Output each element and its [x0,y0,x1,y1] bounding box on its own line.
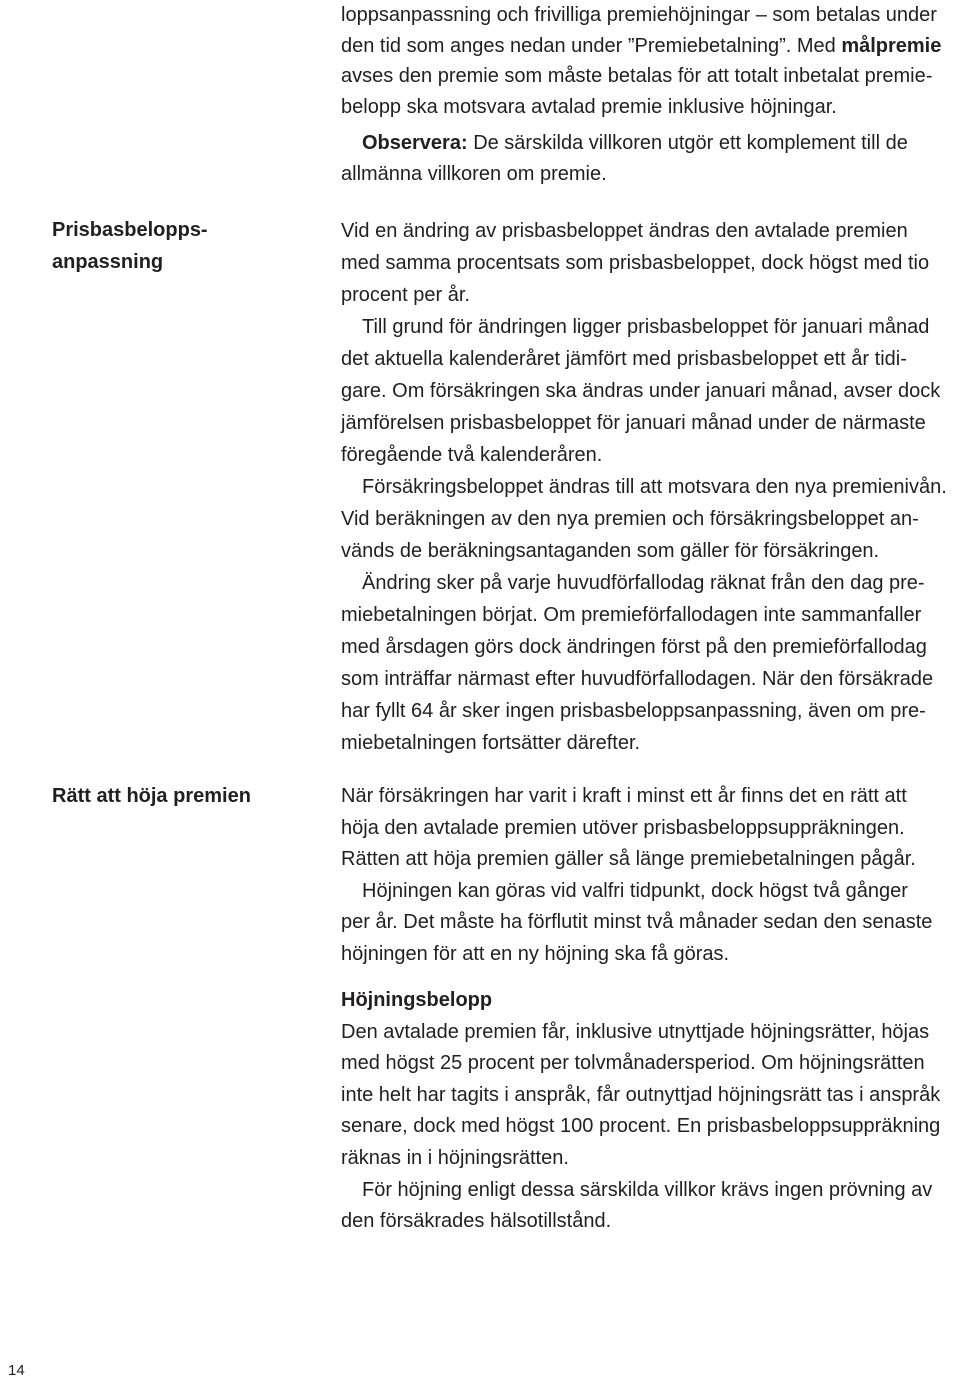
heading-line: anpassning [52,251,164,273]
paragraph [341,567,955,759]
text-line: med högst 25 procent per tolvmånadersperiod. Om höjningsrätten [341,1052,925,1075]
text-line: Ändring sker på varje huvudförfallodag räknat från den dag pre- [362,572,925,594]
paragraph [341,471,955,567]
text-line: avses den premie som måste betalas för att totalt inbetalat premie- [341,65,933,87]
price-base-adjustment-section [341,215,955,759]
text-line: Den avtalade premien får, inklusive utnyttjade höjningsrätter, höjas [341,1020,930,1043]
page-number: 14 [8,1362,25,1379]
section-heading-price-base-adjustment [52,214,312,278]
text-line: höja den avtalade premien utöver prisbasbeloppsuppräkningen. [341,816,905,839]
text-line: procent per år. [341,284,470,306]
intro-section [341,0,955,189]
text-line: Vid beräkningen av den nya premien och försäkringsbeloppet an- [341,508,919,530]
paragraph [341,781,955,876]
heading-line: Rätt att höja premien [52,785,251,807]
text-line: För höjning enligt dessa särskilda villkor krävs ingen prövning av [362,1178,933,1201]
text-line: räknas in i höjningsrätten. [341,1146,569,1169]
text-line: det aktuella kalenderåret jämfört med prisbasbeloppet ett år tidi- [341,348,907,370]
text-line [341,31,955,62]
text-run: De särskilda villkoren utgör ett komplement till de [473,132,908,154]
text-line: höjningen för att en ny höjning ska få göras. [341,942,730,965]
text-run: den tid som anges nedan under ”Premiebetalning”. Med [341,34,836,57]
text-line: Till grund för ändringen ligger prisbasbeloppet för januari månad [362,316,930,338]
section-heading-right-to-raise-premium [52,780,312,812]
text-line: allmänna villkoren om premie. [341,162,607,185]
raise-amount-section [341,985,955,1238]
text-line: senare, dock med högst 100 procent. En prisbasbeloppsuppräkning [341,1115,941,1138]
text-line: miebetalningen börjat. Om premieförfallodagen inte sammanfaller [341,604,922,626]
text-line: belopp ska motsvara avtalad premie inklusive höjningar. [341,95,837,118]
text-line: loppsanpassning och frivilliga premiehöjningar – som betalas under [341,4,937,26]
right-to-raise-premium-section [341,781,955,970]
paragraph [341,876,955,971]
text-line: föregående två kalenderåren. [341,444,603,466]
text-line: Höjningen kan göras vid valfri tidpunkt, dock högst två gånger [362,879,908,902]
text-line: miebetalningen fortsätter därefter. [341,732,641,754]
text-line: Försäkringsbeloppet ändras till att motsvara den nya premienivån. [362,476,947,498]
text-line: den försäkrades hälsotillstånd. [341,1210,612,1233]
text-line: jämförelsen prisbasbeloppet för januari månad under de närmaste [341,412,926,434]
note-label: Observera: [362,132,468,154]
text-line: har fyllt 64 år sker ingen prisbasbeloppsanpassning, även om pre- [341,700,926,722]
text-line: Vid en ändring av prisbasbeloppet ändras den avtalade premien [341,220,908,242]
paragraph [341,311,955,471]
text-line [341,128,955,159]
text-line: med samma procentsats som prisbasbeloppet, dock högst med tio [341,252,930,274]
paragraph [341,1017,955,1175]
text-line: vänds de beräkningsantaganden som gäller för försäkringen. [341,540,880,562]
text-line: Rätten att höja premien gäller så länge premiebetalningen pågår. [341,848,916,870]
text-line: per år. Det måste ha förflutit minst två månader sedan den senaste [341,911,933,933]
text-line: inte helt har tagits i anspråk, får outnyttjad höjningsrätt tas i anspråk [341,1083,941,1106]
text-line: När försäkringen har varit i kraft i minst ett år finns det en rätt att [341,785,907,807]
text-line: gare. Om försäkringen ska ändras under januari månad, avser dock [341,380,941,402]
defined-term: målpremie [841,34,942,57]
subheading: Höjningsbelopp [341,989,493,1011]
text-line: med årsdagen görs dock ändringen först på den premieförfallodag [341,636,927,658]
heading-line: Prisbasbelopps- [52,219,208,241]
note-paragraph [341,128,955,189]
paragraph [341,215,955,311]
paragraph [341,0,955,122]
paragraph [341,1175,955,1238]
text-line: som inträffar närmast efter huvudförfallodagen. När den försäkrade [341,668,934,690]
